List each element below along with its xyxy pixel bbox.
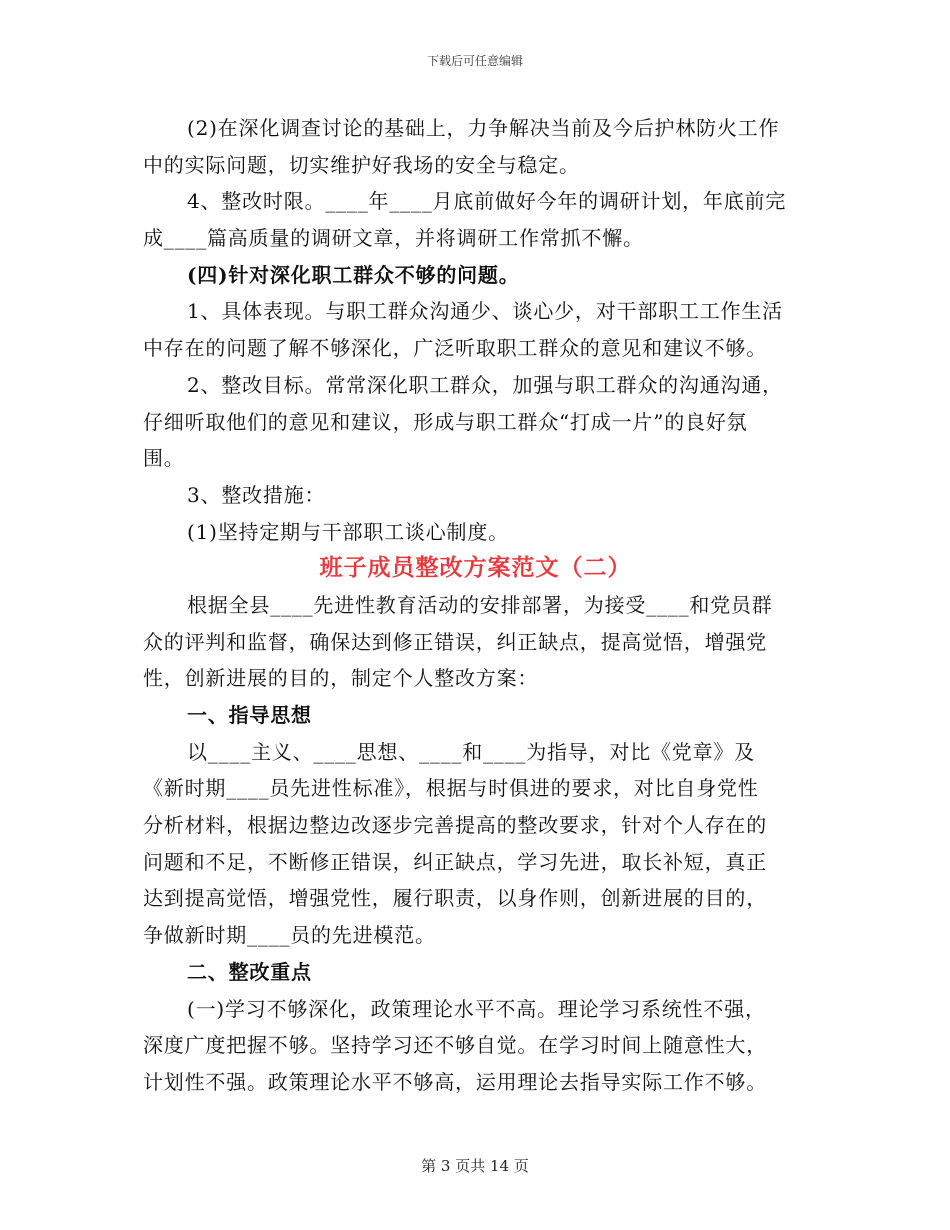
paragraph-line: 成____篇高质量的调研文章，并将调研工作常抓不懈。 — [143, 226, 644, 251]
section-heading: 二、整改重点 — [187, 959, 312, 984]
paragraph-line: 性，创新进展的目的，制定个人整改方案： — [143, 666, 539, 691]
article-title: 班子成员整改方案范文（二） — [319, 554, 632, 582]
paragraph-line: 中的实际问题，切实维护好我场的安全与稳定。 — [143, 152, 580, 177]
paragraph-line: (1)坚持定期与干部职工谈心制度。 — [187, 519, 509, 544]
paragraph-line: (一)学习不够深化，政策理论水平不高。理论学习系统性不强， — [187, 996, 766, 1021]
paragraph-line: 围。 — [143, 446, 185, 471]
page-header: 下载后可任意编辑 — [426, 54, 523, 68]
section-heading: 一、指导思想 — [187, 703, 312, 727]
paragraph-line: 中存在的问题了解不够深化，广泛听取职工群众的意见和建议不够。 — [143, 336, 767, 361]
paragraph-line: 问题和不足，不断修正错误，纠正缺点，学习先进，取长补短，真正 — [143, 849, 767, 874]
document-body — [143, 110, 808, 1101]
paragraph-line: 争做新时期____员的先进模范。 — [143, 923, 436, 948]
paragraph-line: 以____主义、____思想、____和____为指导，对比《党章》及 — [187, 739, 755, 764]
paragraph-line: 仔细听取他们的意见和建议，形成与职工群众“打成一片”的良好氛 — [143, 409, 748, 434]
paragraph-line: 4、整改时限。____年____月底前做好今年的调研计划，年底前完 — [187, 189, 787, 214]
paragraph-line: 2、整改目标。常常深化职工群众，加强与职工群众的沟通沟通， — [187, 372, 783, 397]
paragraph-line: (2)在深化调查讨论的基础上，力争解决当前及今后护林防火工作 — [187, 116, 780, 140]
paragraph-line: 根据全县____先进性教育活动的安排部署，为接受____和党员群 — [187, 592, 773, 617]
page-footer: 第 3 页共 14 页 — [421, 1157, 529, 1175]
paragraph-line: 3、整改措施： — [187, 482, 326, 507]
section-heading: (四)针对深化职工群众不够的问题。 — [187, 262, 520, 287]
paragraph-line: 《新时期____员先进性标准》，根据与时俱进的要求，对比自身党性 — [143, 776, 759, 801]
paragraph-line: 深度广度把握不够。坚持学习还不够自觉。在学习时间上随意性大， — [143, 1033, 767, 1058]
paragraph-line: 1、具体表现。与职工群众沟通少、谈心少，对干部职工工作生活 — [187, 299, 783, 324]
paragraph-line: 达到提高觉悟，增强党性，履行职责，以身作则，创新进展的目的， — [143, 886, 767, 911]
paragraph-line: 众的评判和监督，确保达到修正错误，纠正缺点，提高觉悟，增强党 — [143, 629, 767, 654]
paragraph-line: 分析材料，根据边整边改逐步完善提高的整改要求，针对个人存在的 — [143, 813, 767, 838]
paragraph-line: 计划性不强。政策理论水平不够高，运用理论去指导实际工作不够。 — [143, 1069, 767, 1094]
